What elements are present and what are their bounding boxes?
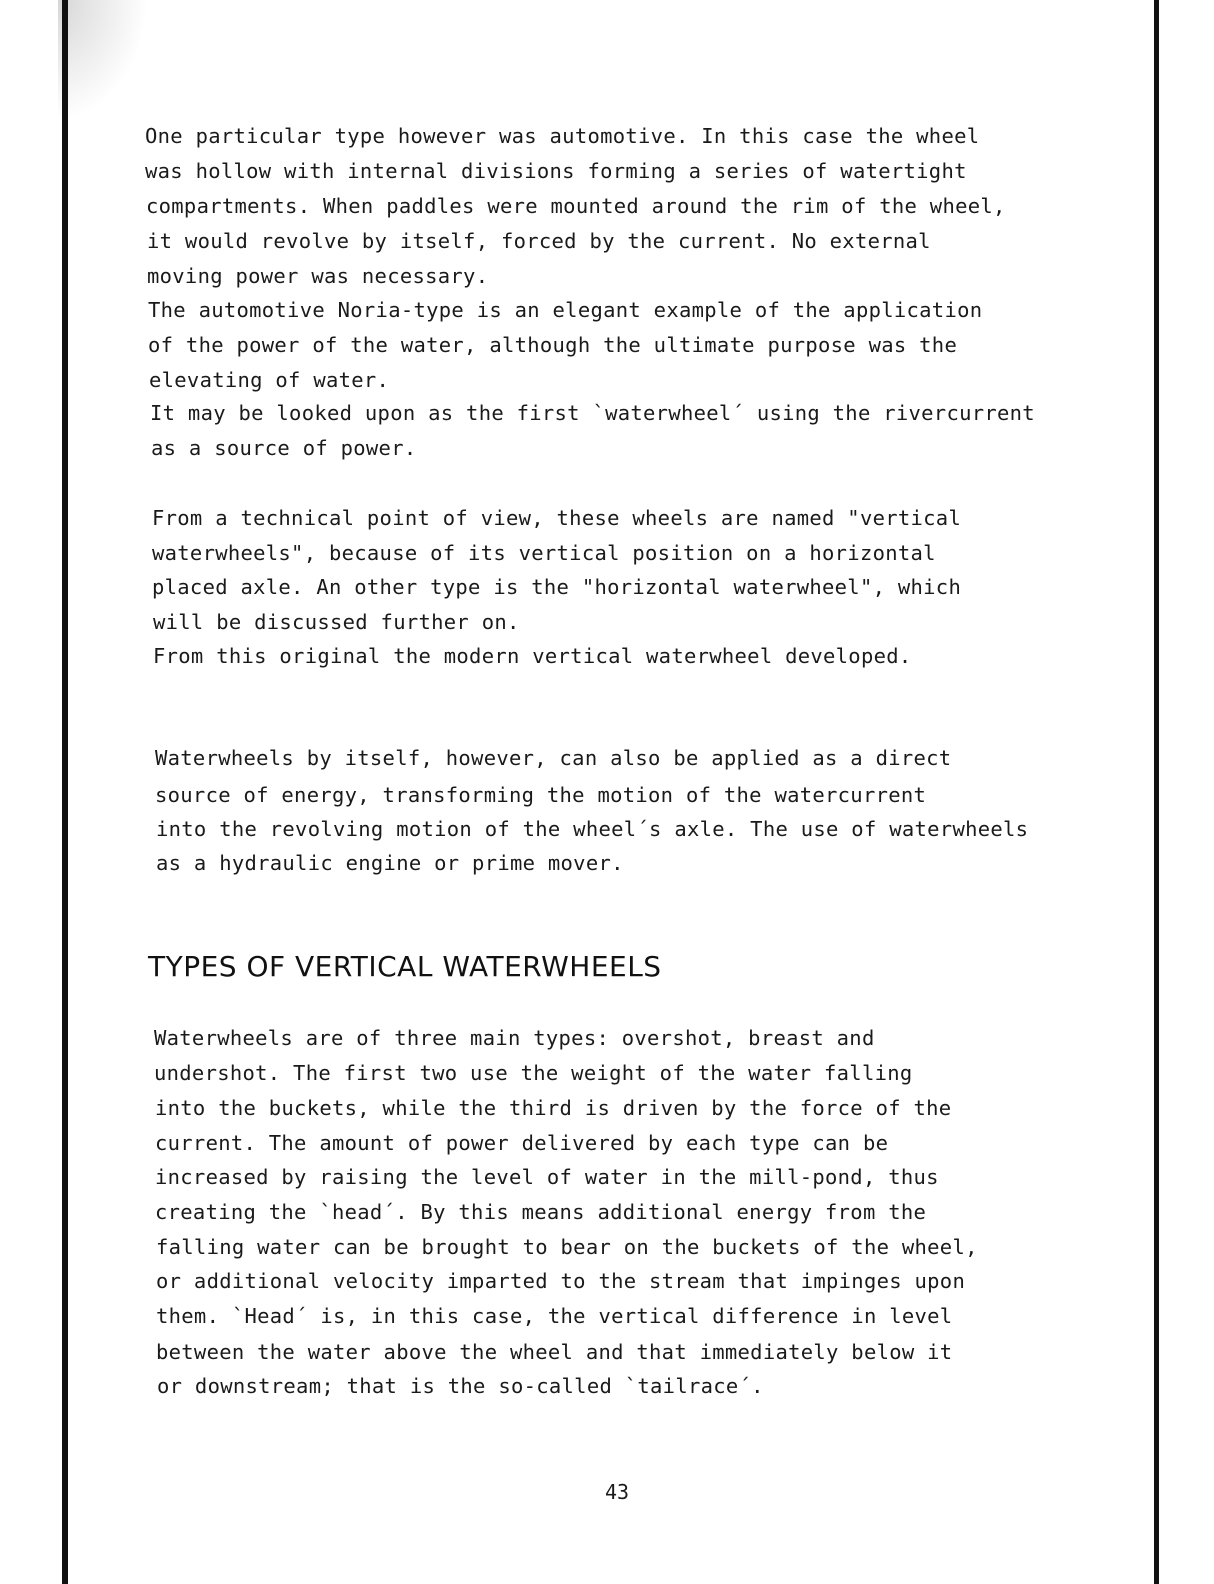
text-line: undershot. The first two use the weight of the water falling: [154, 1061, 913, 1085]
text-line: was hollow with internal divisions forming a series of watertight: [145, 159, 967, 183]
text-line: as a source of power.: [151, 436, 417, 460]
page-number: 43: [604, 1480, 630, 1504]
text-line: Waterwheels are of three main types: overshot, breast and: [154, 1026, 875, 1050]
text-line: them. `Head´ is, in this case, the vertical difference in level: [156, 1304, 953, 1328]
text-line: moving power was necessary.: [147, 264, 489, 288]
text-line: compartments. When paddles were mounted around the rim of the wheel,: [146, 194, 1006, 218]
text-line: The automotive Noria-type is an elegant example of the application: [148, 298, 983, 322]
text-line: waterwheels", because of its vertical position on a horizontal: [152, 541, 936, 565]
text-line: current. The amount of power delivered by each type can be: [155, 1131, 889, 1155]
text-line: as a hydraulic engine or prime mover.: [156, 851, 624, 875]
text-line: placed axle. An other type is the "horizontal waterwheel", which: [152, 575, 962, 599]
text-line: It may be looked upon as the first `waterwheel´ using the rivercurrent: [150, 401, 1035, 425]
text-line: falling water can be brought to bear on the buckets of the wheel,: [156, 1235, 978, 1259]
text-line: One particular type however was automotive. In this case the wheel: [145, 124, 980, 148]
text-line: will be discussed further on.: [153, 610, 520, 634]
right-border-line: [1154, 0, 1159, 1584]
section-heading: TYPES OF VERTICAL WATERWHEELS: [148, 950, 662, 983]
text-line: elevating of water.: [149, 368, 390, 392]
scan-smudge: [58, 0, 148, 120]
text-line: into the buckets, while the third is driven by the force of the: [155, 1096, 952, 1120]
text-line: Waterwheels by itself, however, can also be applied as a direct: [155, 746, 952, 770]
text-line: into the revolving motion of the wheel´s axle. The use of waterwheels: [156, 817, 1029, 841]
text-line: source of energy, transforming the motion of the watercurrent: [155, 783, 927, 807]
text-line: From a technical point of view, these wheels are named "vertical: [152, 506, 962, 530]
text-line: or downstream; that is the so-called `tailrace´.: [157, 1374, 764, 1398]
left-border-line: [62, 0, 68, 1584]
text-line: From this original the modern vertical waterwheel developed.: [153, 644, 912, 668]
text-line: or additional velocity imparted to the stream that impinges upon: [156, 1269, 966, 1293]
text-line: increased by raising the level of water in the mill-pond, thus: [155, 1165, 939, 1189]
text-line: between the water above the wheel and that immediately below it: [156, 1340, 953, 1364]
text-line: creating the `head´. By this means additional energy from the: [155, 1200, 927, 1224]
text-line: of the power of the water, although the ultimate purpose was the: [148, 333, 958, 357]
text-line: it would revolve by itself, forced by the current. No external: [147, 229, 931, 253]
